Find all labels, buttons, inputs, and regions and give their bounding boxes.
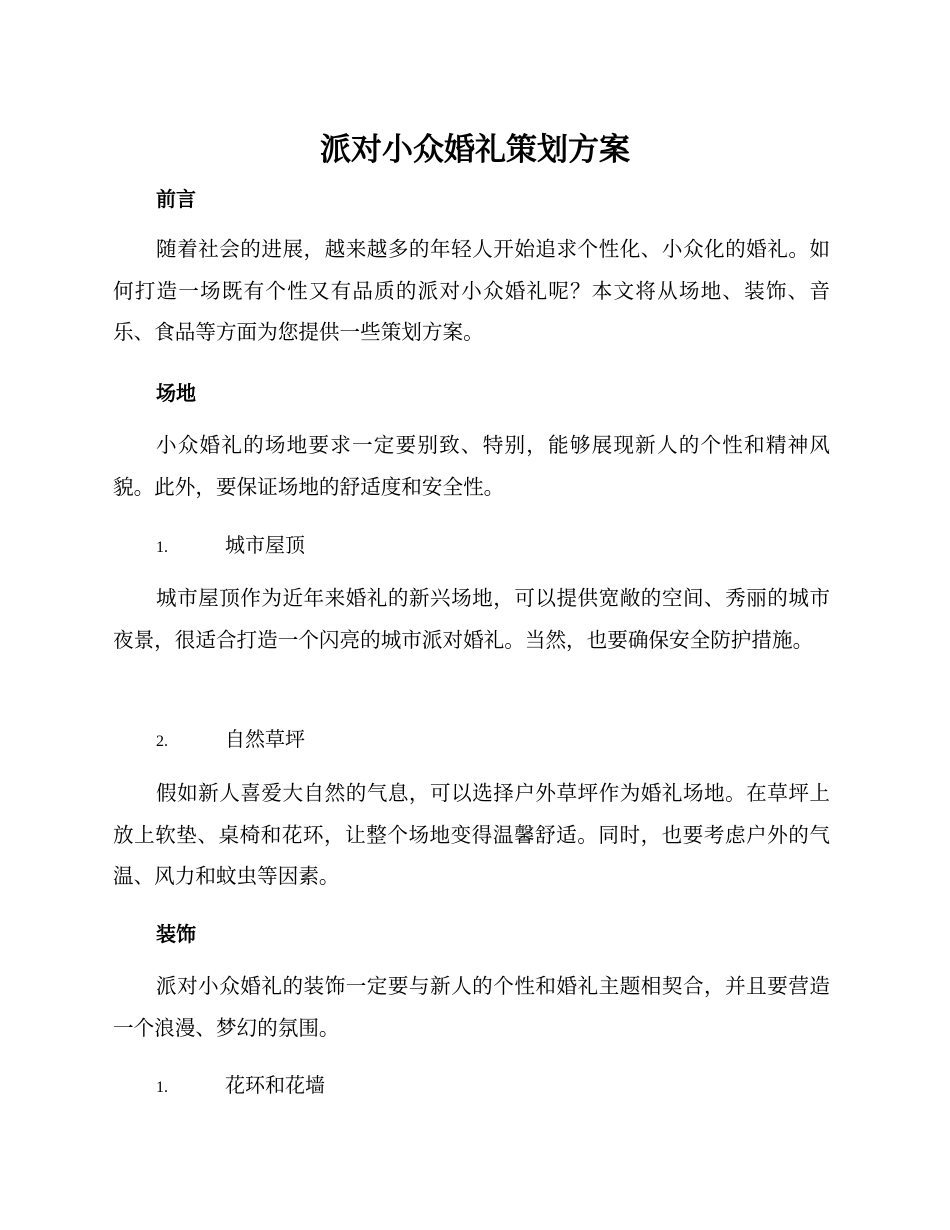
list-number: 1.: [156, 539, 168, 556]
section-heading-decoration: 装饰: [156, 922, 196, 946]
list-item-natural-lawn: [156, 725, 305, 756]
venue-intro-paragraph: 小众婚礼的场地要求一定要别致、特别，能够展现新人的个性和精神风貌。此外，要保证场地的舒适度和安全性。: [113, 433, 830, 499]
natural-lawn-paragraph: 假如新人喜爱大自然的气息，可以选择户外草坪作为婚礼场地。在草坪上放上软垫、桌椅和花环，让整个场地变得温馨舒适。同时，也要考虑户外的气温、风力和蚊虫等因素。: [113, 781, 830, 888]
decoration-intro-paragraph: 派对小众婚礼的装饰一定要与新人的个性和婚礼主题相契合，并且要营造一个浪漫、梦幻的氛围。: [113, 974, 830, 1040]
section-heading-venue: 场地: [156, 381, 196, 405]
list-item-flower-wall: [156, 1071, 325, 1102]
list-item-city-rooftop: [156, 531, 305, 562]
section-heading-preface: 前言: [156, 187, 196, 211]
preface-paragraph: 随着社会的进展，越来越多的年轻人开始追求个性化、小众化的婚礼。如何打造一场既有个性又有品质的派对小众婚礼呢？本文将从场地、装饰、音乐、食品等方面为您提供一些策划方案。: [113, 237, 830, 344]
list-item-label: 自然草坪: [225, 727, 305, 751]
list-number: 2.: [156, 733, 168, 750]
list-number: 1.: [156, 1079, 168, 1096]
document-title: 派对小众婚礼策划方案: [320, 132, 630, 168]
city-rooftop-paragraph: 城市屋顶作为近年来婚礼的新兴场地，可以提供宽敞的空间、秀丽的城市夜景，很适合打造一个闪亮的城市派对婚礼。当然，也要确保安全防护措施。: [113, 586, 830, 652]
list-item-label: 花环和花墙: [225, 1073, 325, 1097]
list-item-label: 城市屋顶: [225, 533, 305, 557]
